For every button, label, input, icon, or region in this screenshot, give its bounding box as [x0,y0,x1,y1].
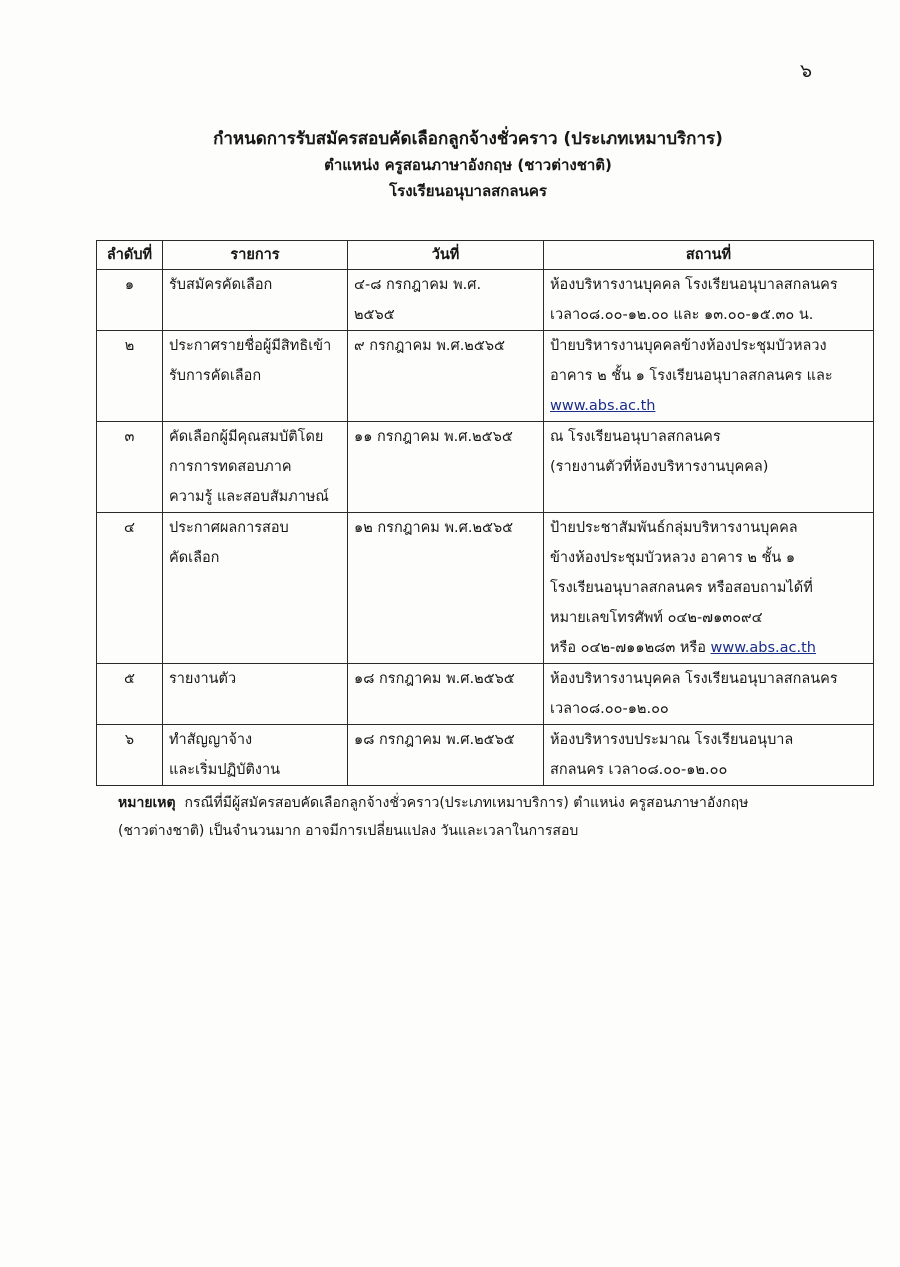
row-no: ๓ [97,422,163,513]
row-item: รับสมัครคัดเลือก [163,270,348,331]
row-item: รายงานตัว [163,664,348,725]
website-link[interactable]: www.abs.ac.th [710,640,816,656]
document-title: กำหนดการรับสมัครสอบคัดเลือกลูกจ้างชั่วคราว (ประเภทเหมาบริการ) [213,129,723,149]
school-name: โรงเรียนอนุบาลสกลนคร [389,182,547,200]
row-location-text: ห้องบริหารงบประมาณ โรงเรียนอนุบาล สกลนคร เวลา๐๘.๐๐-๑๒.๐๐ [550,732,794,778]
row-no: ๒ [97,331,163,422]
row-location [544,725,874,786]
row-no: ๔ [97,513,163,664]
row-location [544,270,874,331]
row-location [544,331,874,422]
header-location: สถานที่ [544,241,874,270]
table-header-row [97,241,874,270]
website-link[interactable]: www.abs.ac.th [550,398,656,414]
row-date: ๑๒ กรกฎาคม พ.ศ.๒๕๖๕ [348,513,544,664]
remark-text-line2: (ชาวต่างชาติ) เป็นจำนวนมาก อาจมีการเปลี่ยนแปลง วันและเวลาในการสอบ [118,823,579,839]
row-location-text: ป้ายบริหารงานบุคคลข้างห้องประชุมบัวหลวง อาคาร ๒ ชั้น ๑ โรงเรียนอนุบาลสกลนคร และ [550,338,833,384]
row-item: ประกาศรายชื่อผู้มีสิทธิเข้า รับการคัดเลือก [163,331,348,422]
table-row [97,270,874,331]
row-date: ๙ กรกฎาคม พ.ศ.๒๕๖๕ [348,331,544,422]
row-location [544,664,874,725]
row-date: ๑๘ กรกฎาคม พ.ศ.๒๕๖๕ [348,725,544,786]
row-item: ทำสัญญาจ้าง และเริ่มปฏิบัติงาน [163,725,348,786]
table-row [97,513,874,664]
table-row [97,725,874,786]
row-date: ๑๘ กรกฎาคม พ.ศ.๒๕๖๕ [348,664,544,725]
document-header [0,126,900,204]
row-no: ๖ [97,725,163,786]
page-number: ๖ [800,60,813,82]
position-title: ตำแหน่ง ครูสอนภาษาอังกฤษ (ชาวต่างชาติ) [324,156,612,174]
row-location [544,513,874,664]
remark-label: หมายเหตุ [118,795,176,811]
row-date: ๔-๘ กรกฎาคม พ.ศ. ๒๕๖๕ [348,270,544,331]
row-location [544,422,874,513]
remark-text-line1: กรณีที่มีผู้สมัครสอบคัดเลือกลูกจ้างชั่วคราว(ประเภทเหมาบริการ) ตำแหน่ง ครูสอนภาษาอังกฤษ [175,795,749,811]
row-item: ประกาศผลการสอบ คัดเลือก [163,513,348,664]
row-date: ๑๑ กรกฎาคม พ.ศ.๒๕๖๕ [348,422,544,513]
row-item: คัดเลือกผู้มีคุณสมบัติโดย การการทดสอบภาค ความรู้ และสอบสัมภาษณ์ [163,422,348,513]
row-location-text: ณ โรงเรียนอนุบาลสกลนคร (รายงานตัวที่ห้องบริหารงานบุคคล) [550,429,769,475]
row-location-text: ห้องบริหารงานบุคคล โรงเรียนอนุบาลสกลนคร เวลา๐๘.๐๐-๑๒.๐๐ [550,671,838,717]
row-no: ๕ [97,664,163,725]
header-date: วันที่ [348,241,544,270]
row-location-text: ห้องบริหารงานบุคคล โรงเรียนอนุบาลสกลนคร เวลา๐๘.๐๐-๑๒.๐๐ และ ๑๓.๐๐-๑๕.๓๐ น. [550,277,838,323]
header-item: รายการ [163,241,348,270]
table-row [97,664,874,725]
table-row [97,422,874,513]
header-no: ลำดับที่ [97,241,163,270]
remark-note [118,789,838,845]
row-location-text: ป้ายประชาสัมพันธ์กลุ่มบริหารงานบุคคล ข้างห้องประชุมบัวหลวง อาคาร ๒ ชั้น ๑ โรงเรียนอนุบาลสกลนคร หรือสอบถามได้ที่ หมายเลขโทรศัพท์ ๐๔๒-๗๑๓๐๙๔ หรือ ๐๔๒-๗๑๑๒๘๓ หรือ [550,520,813,656]
schedule-table [96,240,874,786]
row-no: ๑ [97,270,163,331]
table-row [97,331,874,422]
